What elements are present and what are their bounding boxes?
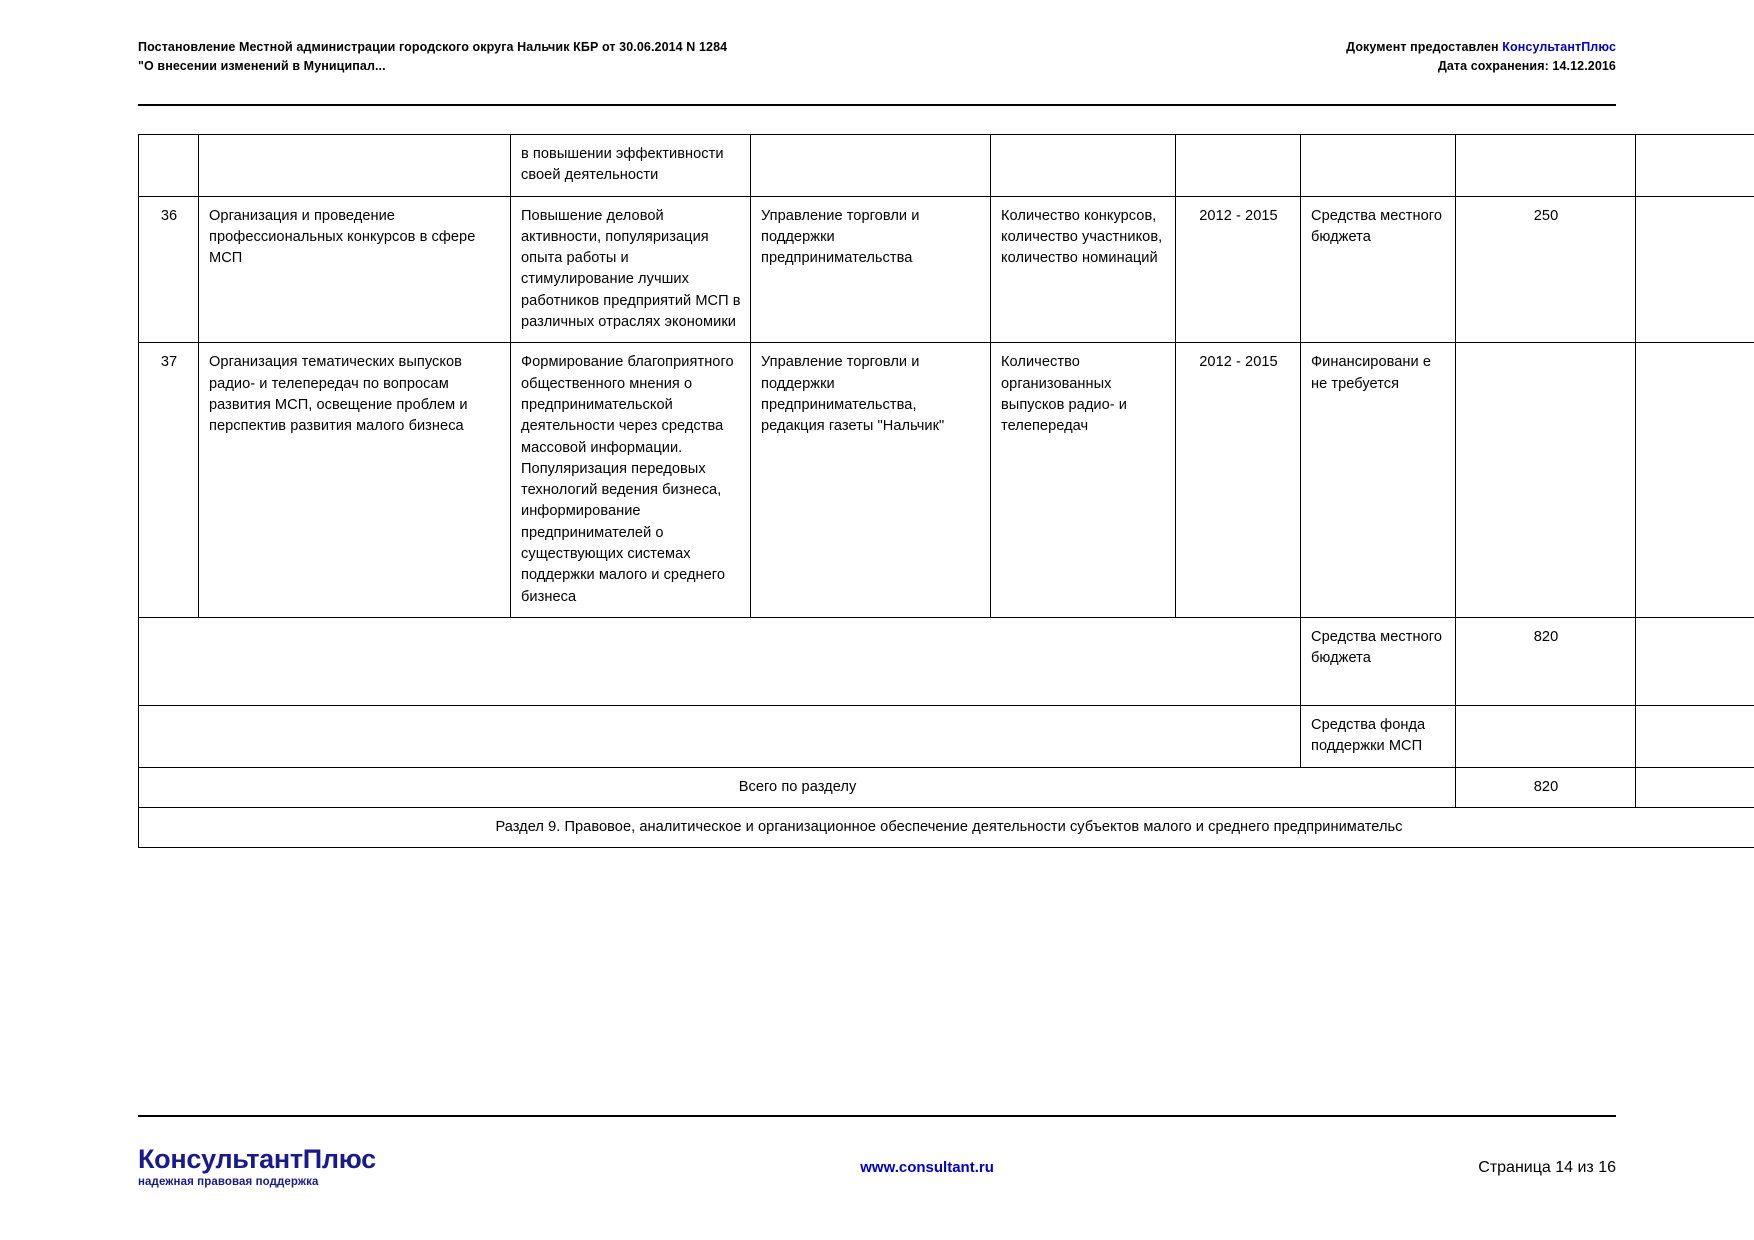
page-header (0, 38, 1754, 77)
program-measures-table (138, 134, 1754, 848)
cell-term: 2012 - 2015 (1176, 343, 1301, 618)
footer-divider (138, 1115, 1616, 1117)
cell-number: 36 (139, 196, 199, 343)
cell-name: Организация и проведение профессиональных конкурсов в сфере МСП (199, 196, 511, 343)
cell-blank-span (139, 705, 1301, 767)
cell-executor: Управление торговли и поддержки предпринимательства (751, 196, 991, 343)
summary-row-local-budget (139, 617, 1754, 705)
cell-number: 37 (139, 343, 199, 618)
cell-sum (1456, 343, 1636, 618)
cell-summary-sum (1456, 705, 1636, 767)
cell-indicator: Количество организованных выпусков радио- и телепередач (991, 343, 1176, 618)
cell-indicator: Количество конкурсов, количество участников, количество номинаций (991, 196, 1176, 343)
cell-source: Средства местного бюджета (1301, 196, 1456, 343)
provided-by-label: Документ предоставлен (1346, 40, 1499, 54)
cell-tail (1636, 705, 1754, 767)
cell-summary-sum: 820 (1456, 617, 1636, 705)
cell-indicator (991, 135, 1176, 197)
table-row (139, 196, 1754, 343)
cell-goal: в повышении эффективности своей деятельности (511, 135, 751, 197)
cell-sum (1456, 135, 1636, 197)
header-divider (138, 104, 1616, 106)
cell-goal: Повышение деловой активности, популяризация опыта работы и стимулирование лучших работников предприятий МСП в различных отраслях экономики (511, 196, 751, 343)
cell-section-label: Раздел 9. Правовое, аналитическое и организационное обеспечение деятельности субъектов малого и среднего предпринимательс (139, 807, 1754, 847)
cell-term (1176, 135, 1301, 197)
cell-tail (1636, 196, 1754, 343)
table-row (139, 343, 1754, 618)
cell-tail (1636, 343, 1754, 618)
document-title-line-1: Постановление Местной администрации городского округа Нальчик КБР от 30.06.2014 N 1284 (138, 40, 728, 54)
cell-source: Финансировани е не требуется (1301, 343, 1456, 618)
cell-blank-span (139, 617, 1301, 705)
provider-info-block (1346, 38, 1616, 77)
cell-tail (1636, 767, 1754, 807)
saved-date: Дата сохранения: 14.12.2016 (1437, 59, 1616, 74)
cell-goal: Формирование благоприятного общественного мнения о предпринимательской деятельности через средства массовой информации. Популяризация передовых технологий ведения бизнеса, информирование предпринимателей о существующих системах поддержки малого и среднего бизнеса (511, 343, 751, 618)
footer-page-number: Страница 14 из 16 (1478, 1158, 1616, 1176)
footer-brand-tagline: надежная правовая поддержка (138, 1176, 319, 1188)
cell-executor (751, 135, 991, 197)
cell-tail (1636, 617, 1754, 705)
cell-source (1301, 135, 1456, 197)
cell-term: 2012 - 2015 (1176, 196, 1301, 343)
cell-name: Организация тематических выпусков радио- и телепередач по вопросам развития МСП, освещение проблем и перспектив развития малого бизнеса (199, 343, 511, 618)
consultant-plus-link[interactable]: КонсультантПлюс (1502, 40, 1616, 54)
section-heading-row (139, 807, 1754, 847)
document-title-block (138, 38, 727, 77)
cell-tail (1636, 135, 1754, 197)
cell-summary-source: Средства местного бюджета (1301, 617, 1456, 705)
cell-total-sum: 820 (1456, 767, 1636, 807)
table-row (139, 135, 1754, 197)
page-footer (138, 1145, 1616, 1188)
cell-number (139, 135, 199, 197)
provided-by-line (1346, 38, 1616, 57)
cell-sum: 250 (1456, 196, 1636, 343)
table-container (138, 134, 1754, 848)
total-row (139, 767, 1754, 807)
cell-summary-source: Средства фонда поддержки МСП (1301, 705, 1456, 767)
footer-brand-block (138, 1145, 376, 1188)
summary-row-fund-support (139, 705, 1754, 767)
cell-executor: Управление торговли и поддержки предпринимательства, редакция газеты "Нальчик" (751, 343, 991, 618)
cell-name (199, 135, 511, 197)
cell-total-label: Всего по разделу (139, 767, 1456, 807)
footer-website-link[interactable]: www.consultant.ru (860, 1158, 994, 1176)
document-title-line-2: "О внесении изменений в Муниципал... (138, 59, 386, 74)
footer-brand-name: КонсультантПлюс (138, 1143, 376, 1174)
